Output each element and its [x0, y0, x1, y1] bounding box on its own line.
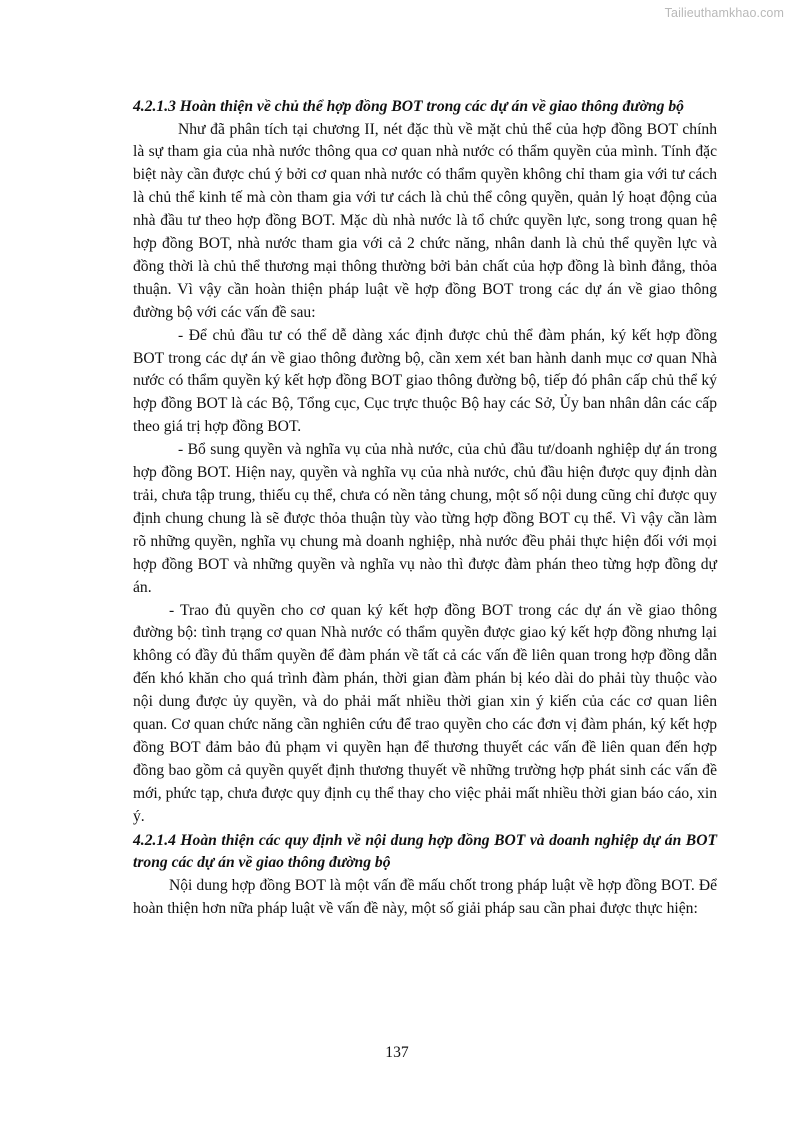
paragraph-bullet-1: - Để chủ đầu tư có thể dễ dàng xác định được chủ thể đàm phán, ký kết hợp đồng BOT trong các dự án về giao thông đường bộ, cần xem xét ban hành danh mục cơ quan Nhà nước có thẩm quyền ký kết hợp đồng BOT giao thông đường bộ, tiếp đó phân cấp chủ thể ký hợp đồng BOT là các Bộ, Tổng cục, Cục trực thuộc Bộ hay các Sở, Ủy ban nhân dân các cấp theo giá trị hợp đồng BOT.	[133, 326, 717, 436]
paragraph-intro: Như đã phân tích tại chương II, nét đặc thù về mặt chủ thể của hợp đồng BOT chính là sự tham gia của nhà nước thông qua cơ quan nhà nước có thẩm quyền của mình. Tính đặc biệt này cần được chú ý bởi cơ quan nhà nước có thẩm quyền không chỉ tham gia với tư cách là chủ thể kinh tế mà còn tham gia với tư cách là chủ thể công quyền, quản lý hoạt động của nhà đầu tư theo hợp đồng BOT. Mặc dù nhà nước là tổ chức quyền lực, song trong quan hệ hợp đồng BOT, nhà nước tham gia với cả 2 chức năng, nhân danh là chủ thể quyền lực và đồng thời là chủ thể thương mại thông thường bởi bản chất của hợp đồng là bình đẳng, thỏa thuận. Vì vậy cần hoàn thiện pháp luật về hợp đồng BOT trong các dự án về giao thông đường bộ với các vấn đề sau:	[133, 120, 717, 321]
section-heading-4-2-1-3: 4.2.1.3 Hoàn thiện về chủ thể hợp đồng BOT trong các dự án về giao thông đường bộ	[133, 98, 684, 115]
document-body	[133, 96, 717, 920]
paragraph-last: Nội dung hợp đồng BOT là một vấn đề mấu chốt trong pháp luật về hợp đồng BOT. Để hoàn thiện hơn nữa pháp luật về vấn đề này, một số giải pháp sau cần phai được thực hiện:	[133, 876, 717, 917]
watermark: Tailieuthamkhao.com	[664, 6, 784, 20]
page-number: 137	[385, 1044, 409, 1061]
paragraph-bullet-2: - Bổ sung quyền và nghĩa vụ của nhà nước, của chủ đầu tư/doanh nghiệp dự án trong hợp đồng BOT. Hiện nay, quyền và nghĩa vụ của nhà nước, chủ đầu hiện được quy định dàn trải, chưa tập trung, thiếu cụ thể, chưa có nền tảng chung, một số nội dung cũng chỉ được quy định chung chung là sẽ được thỏa thuận tùy vào từng hợp đồng BOT cụ thể. Vì vậy cần làm rõ những quyền, nghĩa vụ chung mà doanh nghiệp, nhà nước đều phải thực hiện đối với mọi hợp đồng BOT và những quyền và nghĩa vụ nào thì được đàm phán theo từng hợp đồng dự án.	[133, 441, 717, 596]
paragraph-bullet-3: - Trao đủ quyền cho cơ quan ký kết hợp đồng BOT trong các dự án về giao thông đường bộ: tình trạng cơ quan Nhà nước có thẩm quyền được giao ký kết hợp đồng nhưng lại không có đầy đủ thẩm quyền để đàm phán về tất cả các vấn đề liên quan trong hợp đồng dẫn đến khó khăn cho quá trình đàm phán, thời gian đàm phán bị kéo dài do phải tùy thuộc vào nội dung được ủy quyền, và do phải mất nhiều thời gian xin ý kiến của các cơ quan liên quan. Cơ quan chức năng cần nghiên cứu để trao quyền cho các đơn vị đàm phán, ký kết hợp đồng BOT đảm bảo đủ phạm vi quyền hạn để thương thuyết các vấn đề liên quan đến hợp đồng bao gồm cả quyền quyết định thương thuyết về những trường hợp phát sinh các vấn đề mới, phức tạp, chưa được quy định cụ thể thay cho việc phải mất nhiều thời gian báo cáo, xin ý.	[133, 601, 717, 825]
section-heading-4-2-1-4: 4.2.1.4 Hoàn thiện các quy định về nội dung hợp đồng BOT và doanh nghiệp dự án BOT trong các dự án về giao thông đường bộ	[133, 831, 717, 872]
